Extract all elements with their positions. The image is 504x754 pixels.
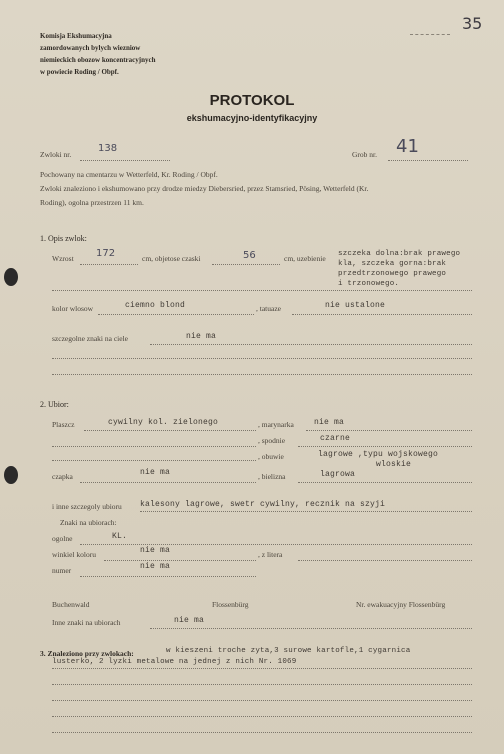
tatuaze-line — [292, 314, 472, 315]
blank-line-6 — [52, 732, 472, 733]
uzebienie-value-1: szczeka dolna:brak prawego — [338, 250, 461, 258]
flossenburg-label: Flossenbürg — [212, 600, 249, 609]
numer-value: nie ma — [140, 562, 171, 571]
punch-hole-top — [4, 268, 18, 286]
inne-label: i inne szczegoly ubioru — [52, 502, 122, 511]
blank-line-4 — [52, 700, 472, 701]
spodnie-line — [298, 446, 472, 447]
inne-znaki-value: nie ma — [174, 616, 205, 625]
commission-header — [40, 30, 156, 78]
section-1-heading: 1. Opis zwlok: — [40, 234, 87, 243]
tatuaze-value: nie ustalone — [325, 301, 386, 310]
znaki-line — [150, 344, 472, 345]
blank-line-3 — [52, 684, 472, 685]
spodnie-label: , spodnie — [258, 436, 286, 445]
wlosy-label: kolor wlosow — [52, 304, 94, 313]
winkiel-value: nie ma — [140, 546, 171, 555]
czapka-line — [80, 482, 256, 483]
wlosy-value: ciemno blond — [125, 301, 186, 310]
page-number: 35 — [462, 14, 483, 33]
burial-place: Pochowany na cmentarzu w Wetterfeld, Kr. Roding / Obpf. — [40, 170, 218, 179]
cm-label: cm, objetose czaski — [142, 254, 201, 263]
section-2-heading: 2. Ubior: — [40, 400, 69, 409]
obuwie-value-2: wloskie — [376, 460, 412, 469]
document-subtitle: ekshumacyjno-identyfikacyjny — [186, 113, 318, 123]
marynarka-line — [306, 430, 472, 431]
uzebienie-value-3: przedtrzonowego prawego — [338, 270, 447, 278]
obuwie-left-line — [52, 460, 256, 461]
obuwie-label: , obuwie — [258, 452, 284, 461]
wlosy-line — [98, 314, 254, 315]
uzebienie-value-4: i trzonowego. — [338, 280, 400, 288]
znaki-value: nie ma — [186, 332, 217, 341]
litera-label: , z litera — [258, 550, 283, 559]
tatuaze-label: , tatuaze — [256, 304, 281, 313]
grob-label: Grob nr. — [352, 150, 377, 159]
found-items-line-1: w kieszeni troche zyta,3 surowe kartofle,1 cygarnica — [166, 647, 411, 655]
found-items-line-2: lusterko, 2 lyzki metalowe na jednej z nich Nr. 1069 — [52, 658, 297, 666]
ogolne-value: KL. — [112, 532, 128, 541]
zwloki-value: 138 — [98, 143, 118, 154]
marynarka-label: , marynarka — [258, 420, 294, 429]
blank-line-5 — [52, 716, 472, 717]
czapka-label: czapka — [52, 472, 73, 481]
buchenwald-label: Buchenwald — [52, 600, 90, 609]
section-3-heading: 3. Znaleziono przy zwlokach: — [40, 649, 134, 658]
spodnie-value: czarne — [320, 434, 351, 443]
zwloki-label: Zwloki nr. — [40, 150, 72, 159]
bielizna-label: , bielizna — [258, 472, 286, 481]
found-items-line — [52, 668, 472, 669]
inne-line — [140, 511, 472, 512]
top-right-dash — [410, 34, 450, 35]
zwloki-line — [80, 160, 170, 161]
ogolne-label: ogolne — [52, 534, 73, 543]
cm2-label: cm, uzebienie — [284, 254, 326, 263]
plaszcz-label: Plaszcz — [52, 420, 75, 429]
wzrost-value: 172 — [96, 248, 116, 259]
blank-line-1 — [52, 358, 472, 359]
winkiel-line — [104, 560, 256, 561]
inne-znaki-line — [150, 628, 472, 629]
numer-label: numer — [52, 566, 72, 575]
uzebienie-value-2: kla, szczeka gorna:brak — [338, 260, 447, 268]
wzrost-label: Wzrost — [52, 254, 74, 263]
header-line: niemieckich obozow koncentracyjnych — [40, 56, 156, 64]
plaszcz-line — [84, 430, 256, 431]
bielizna-value: lagrowa — [320, 470, 356, 479]
obuwie-value-1: lagrowe ,typu wojskowego — [318, 450, 439, 459]
winkiel-label: winkiel koloru — [52, 550, 96, 559]
exhumation-distance: Roding), ogolna przestrzen 11 km. — [40, 198, 144, 207]
znaki-label: szczegolne znaki na ciele — [52, 334, 128, 343]
exhumation-route: Zwloki znaleziono i ekshumowano przy drodze miedzy Diebersried, przez Stamsried, Pösing, Wetterfeld (Kr. — [40, 184, 369, 193]
header-line: zamordowanych bylych wiezniow — [40, 44, 141, 52]
wzrost-line — [80, 264, 138, 265]
inne-value: kalesony lagrowe, swetr cywilny, recznik na szyji — [140, 500, 386, 509]
czapka-value: nie ma — [140, 468, 171, 477]
inne-znaki-label: Inne znaki na ubiorach — [52, 618, 121, 627]
plaszcz-value: cywilny kol. zielonego — [108, 418, 219, 427]
grob-value: 41 — [396, 136, 419, 157]
document-title: PROTOKOL — [209, 92, 295, 109]
bielizna-line — [298, 482, 472, 483]
litera-line — [298, 560, 472, 561]
header-line: w powiecie Roding / Obpf. — [40, 68, 119, 76]
ogolne-line — [80, 544, 472, 545]
numer-line — [80, 576, 256, 577]
spodnie-left-line — [52, 446, 256, 447]
blank-line-2 — [52, 374, 472, 375]
grob-line — [388, 160, 468, 161]
znaki-heading: Znaki na ubiorach: — [60, 518, 117, 527]
uzebienie-line — [52, 290, 472, 291]
evacuation-number-label: Nr. ewakuacyjny Flossenbürg — [356, 600, 446, 609]
header-line: Komisja Ekshumacyjna — [40, 32, 112, 40]
marynarka-value: nie ma — [314, 418, 345, 427]
czaska-line — [212, 264, 280, 265]
punch-hole-bottom — [4, 466, 18, 484]
czaska-value: 56 — [243, 250, 256, 261]
